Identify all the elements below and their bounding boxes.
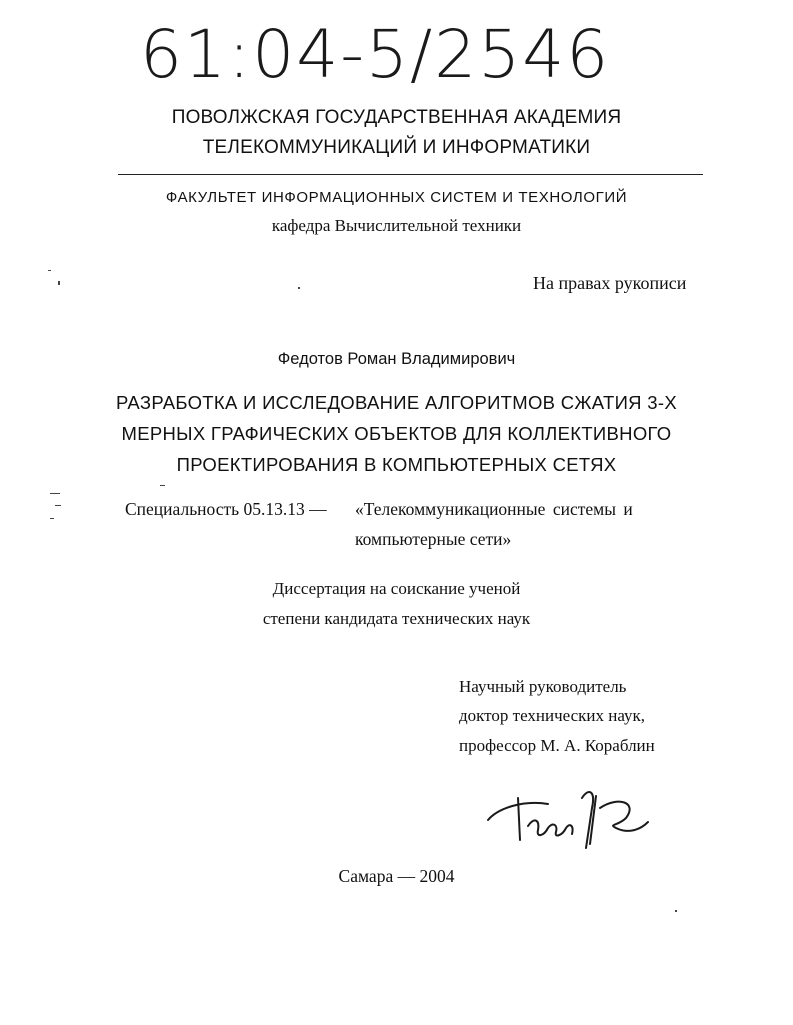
scan-speck	[298, 287, 300, 289]
handwritten-archive-number	[140, 5, 670, 95]
supervisor-name: профессор М. А. Кораблин	[459, 736, 655, 755]
institution-line-2: ТЕЛЕКОММУНИКАЦИЙ И ИНФОРМАТИКИ	[202, 137, 591, 158]
scan-speck	[58, 281, 60, 285]
dissertation-title-line-3: ПРОЕКТИРОВАНИЯ В КОМПЬЮТЕРНЫХ СЕТЯХ	[176, 454, 617, 475]
scan-speck	[55, 505, 61, 506]
dissertation-purpose-line-1: Диссертация на соискание ученой	[272, 579, 521, 598]
handwritten-signature	[478, 778, 678, 858]
supervisor-role: Научный руководитель	[459, 677, 627, 696]
city-year: Самара — 2004	[338, 866, 455, 886]
supervisor-degree: доктор технических наук,	[459, 706, 646, 725]
manuscript-rights: На правах рукописи	[533, 273, 687, 293]
institution-line-1: ПОВОЛЖСКАЯ ГОСУДАРСТВЕННАЯ АКАДЕМИЯ	[171, 107, 622, 128]
header-divider	[118, 174, 703, 175]
dissertation-purpose-line-2: степени кандидата технических наук	[262, 609, 531, 628]
handwritten-number-text: 61:04-5/2546	[140, 16, 611, 93]
scan-speck	[160, 485, 165, 486]
specialty-name-line-1: «Телекоммуникационные системы и	[355, 499, 633, 519]
dissertation-title-line-2: МЕРНЫХ ГРАФИЧЕСКИХ ОБЪЕКТОВ ДЛЯ КОЛЛЕКТИВНОГО	[121, 423, 672, 444]
specialty-label: Специальность 05.13.13 —	[125, 499, 327, 519]
scan-speck	[48, 270, 51, 271]
dissertation-title-line-1: РАЗРАБОТКА И ИССЛЕДОВАНИЕ АЛГОРИТМОВ СЖАТИЯ 3-Х	[116, 392, 677, 413]
scan-speck	[50, 518, 54, 519]
department-name: кафедра Вычислительной техники	[271, 216, 522, 235]
author-name: Федотов Роман Владимирович	[277, 350, 516, 368]
scan-speck	[675, 910, 677, 912]
specialty-name-line-2: компьютерные сети»	[355, 529, 512, 549]
faculty-name: ФАКУЛЬТЕТ ИНФОРМАЦИОННЫХ СИСТЕМ И ТЕХНОЛОГИЙ	[165, 189, 628, 206]
scan-speck	[50, 493, 60, 494]
